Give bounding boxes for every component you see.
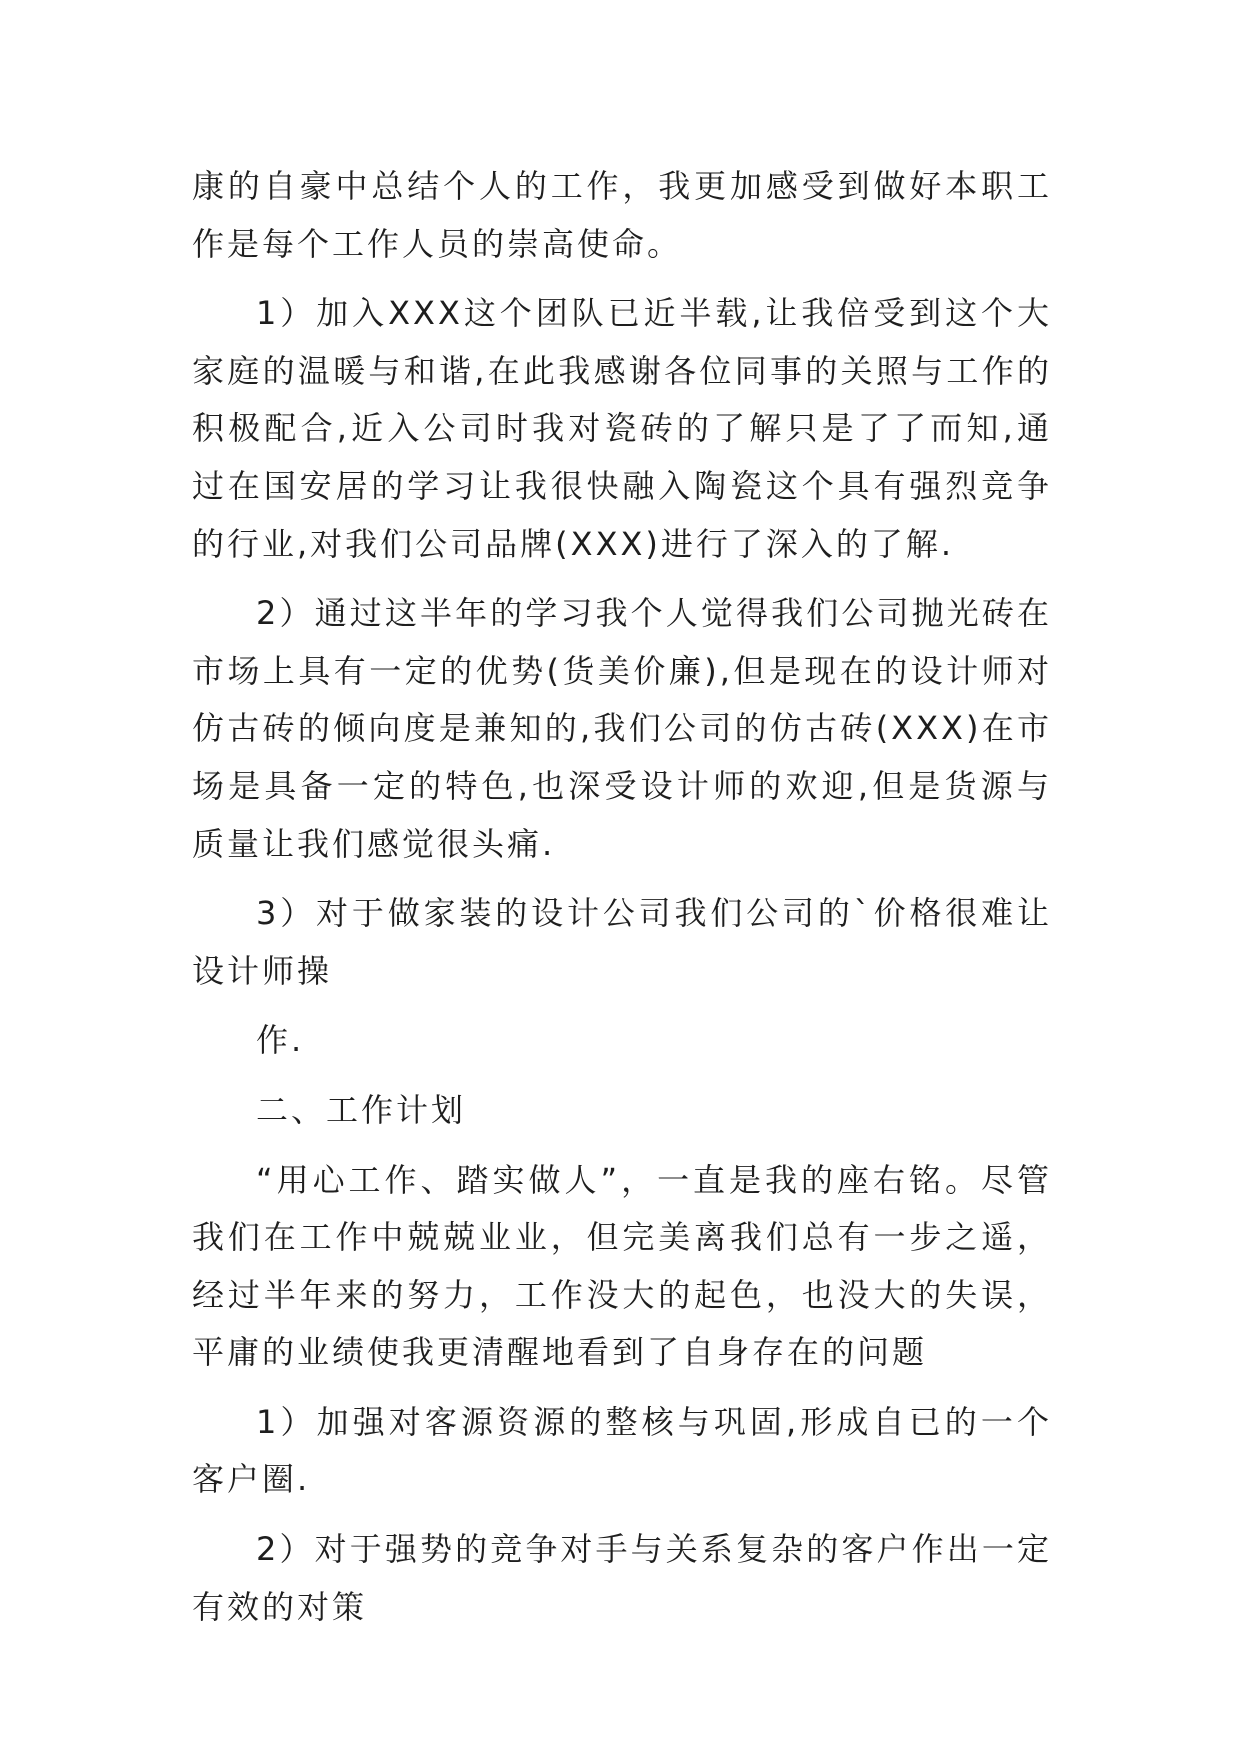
document-body <box>192 158 1052 1636</box>
paragraph-item-2: 2）通过这半年的学习我个人觉得我们公司抛光砖在市场上具有一定的优势(货美价廉),但是现在的设计师对仿古砖的倾向度是兼知的,我们公司的仿古砖(XXX)在市场是具备一定的特色,也深受设计师的欢迎,但是货源与质量让我们感觉很头痛. <box>192 594 1052 863</box>
paragraph-plan-2: 2）对于强势的竞争对手与关系复杂的客户作出一定有效的对策 <box>192 1530 1052 1626</box>
paragraph-motto: “用心工作、踏实做人”，一直是我的座右铭。尽管我们在工作中兢兢业业，但完美离我们总有一步之遥，经过半年来的努力，工作没大的起色，也没大的失误，平庸的业绩使我更清醒地看到了自身存在的问题 <box>192 1160 1052 1372</box>
paragraph-continuation: 康的自豪中总结个人的工作，我更加感受到做好本职工作是每个工作人员的崇高使命。 <box>192 167 1052 263</box>
paragraph-item-3-tail: 作. <box>256 1021 305 1060</box>
paragraph-item-3: 3）对于做家装的设计公司我们公司的`价格很难让设计师操 <box>192 894 1052 990</box>
section-heading-work-plan: 二、工作计划 <box>256 1090 467 1129</box>
paragraph-plan-1: 1）加强对客源资源的整核与巩固,形成自已的一个客户圈. <box>192 1402 1052 1499</box>
paragraph-item-1: 1）加入XXX这个团队已近半载,让我倍受到这个大家庭的温暖与和谐,在此我感谢各位同事的关照与工作的积极配合,近入公司时我对瓷砖的了解只是了了而知,通过在国安居的学习让我很快融入陶瓷这个具有强烈竞争的行业,对我们公司品牌(XXX)进行了深入的了解. <box>192 294 1052 563</box>
